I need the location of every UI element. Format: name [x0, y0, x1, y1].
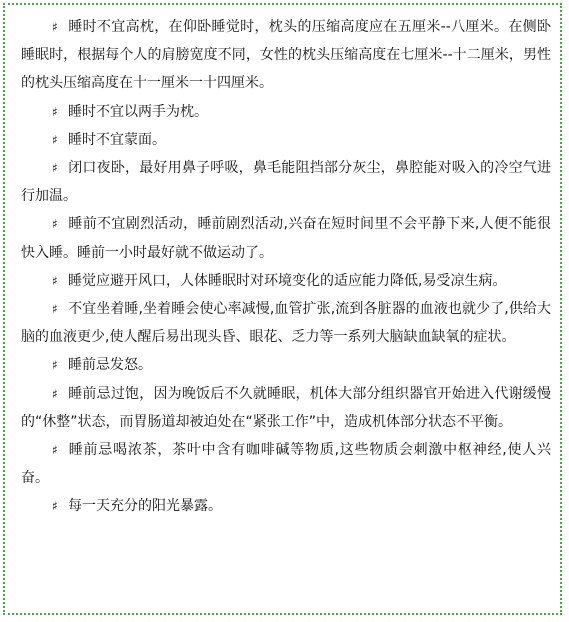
list-item [21, 492, 551, 520]
item-text: 睡前忌过饱，因为晚饭后不久就睡眠，机体大部分组织器官开始进入代谢缓慢的“休整”状态，而胃肠道却被迫处在“紧张工作”中，造成机体部分状态不平衡。 [21, 385, 551, 430]
list-item [21, 13, 551, 98]
bullet-icon: ♯ [52, 358, 58, 373]
item-text: 睡前不宜剧烈活动，睡前剧烈活动,兴奋在短时间里不会平静下来,人便不能很快入睡。睡前一小时最好就不做运动了。 [21, 216, 551, 261]
bullet-icon: ♯ [52, 386, 58, 401]
item-text: 睡前忌喝浓茶，茶叶中含有咖啡碱等物质,这些物质会刺激中枢神经,使人兴奋。 [21, 442, 551, 487]
dotted-text-frame [3, 3, 562, 615]
item-text: 不宜坐着睡,坐着睡会使心率减慢,血管扩张,流到各脏器的血液也就少了,供给大脑的血液更少,使人醒后易出现头昏、眼花、乏力等一系列大脑缺血缺氧的症状。 [21, 301, 551, 346]
bullet-icon: ♯ [52, 132, 58, 147]
list-item [21, 210, 551, 266]
list-item [21, 380, 551, 436]
item-text: 睡时不宜蒙面。 [68, 131, 166, 148]
list-item [21, 154, 551, 210]
list-item [21, 295, 551, 351]
list-item [21, 98, 551, 126]
list-item [21, 351, 551, 379]
item-text: 每一天充分的阳光暴露。 [68, 498, 222, 515]
item-text: 睡时不宜高枕，在仰卧睡觉时，枕头的压缩高度应在五厘米--八厘米。在侧卧睡眠时，根据每个人的肩膀宽度不同，女性的枕头压缩高度在七厘米--十二厘米，男性的枕头压缩高度在十一厘米一十四厘米。 [21, 19, 551, 92]
item-text: 闭口夜卧，最好用鼻子呼吸，鼻毛能阻挡部分灰尘，鼻腔能对吸入的冷空气进行加温。 [21, 160, 551, 205]
bullet-icon: ♯ [52, 499, 58, 514]
item-text: 睡前忌发怒。 [68, 357, 152, 374]
bullet-icon: ♯ [52, 20, 58, 34]
item-text: 睡觉应避开风口，人体睡眠时对环境变化的适应能力降低,易受凉生病。 [68, 272, 507, 289]
list-item [21, 267, 551, 295]
bullet-icon: ♯ [52, 104, 58, 119]
bullet-icon: ♯ [52, 443, 58, 458]
item-text: 睡时不宜以两手为枕。 [68, 103, 208, 120]
list-item [21, 436, 551, 492]
document-body [21, 13, 551, 521]
list-item [21, 126, 551, 154]
bullet-icon: ♯ [52, 302, 58, 317]
bullet-icon: ♯ [52, 217, 58, 232]
bullet-icon: ♯ [52, 161, 58, 176]
bullet-icon: ♯ [52, 273, 58, 288]
